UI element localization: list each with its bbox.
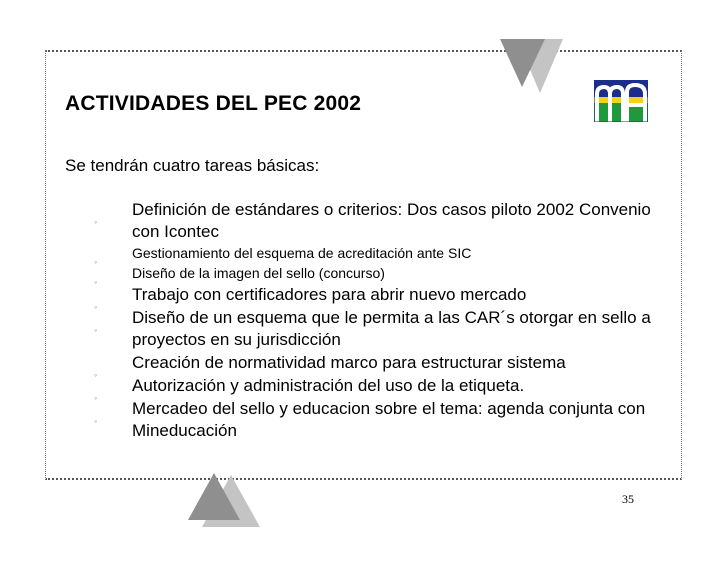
- bottom-triangles-decoration: [188, 473, 264, 529]
- bullet-icon: ◦: [94, 257, 98, 267]
- slide-title: ACTIVIDADES DEL PEC 2002: [65, 92, 362, 115]
- list-item: [94, 398, 674, 442]
- list-item-text: Definición de estándares o criterios: Dos casos piloto 2002 Convenio con Icontec: [132, 200, 651, 241]
- list-item-text: Trabajo con certificadores para abrir nuevo mercado: [132, 285, 527, 304]
- ma-logo: [594, 80, 648, 122]
- bullet-icon: ◦: [94, 217, 98, 227]
- list-item-text: Mercadeo del sello y educacion sobre el tema: agenda conjunta con Mineducación: [132, 399, 646, 440]
- list-item-text: Creación de normatividad marco para estructurar sistema: [132, 353, 566, 372]
- task-list: [94, 199, 674, 443]
- bullet-icon: ◦: [94, 325, 98, 335]
- list-item: [94, 375, 674, 403]
- list-item-text: Diseño de la imagen del sello (concurso): [132, 265, 385, 281]
- top-triangles-decoration: [495, 37, 565, 95]
- list-item: [94, 244, 674, 267]
- list-item-text: Autorización y administración del uso de la etiqueta.: [132, 376, 525, 395]
- page-number: 35: [622, 492, 634, 506]
- bullet-icon: ◦: [94, 393, 98, 403]
- list-item: [94, 352, 674, 380]
- slide-subtitle: Se tendrán cuatro tareas básicas:: [65, 156, 320, 175]
- bullet-icon: ◦: [94, 370, 98, 380]
- list-item: [94, 264, 674, 287]
- list-item-text: Gestionamiento del esquema de acreditación ante SIC: [132, 245, 472, 261]
- bullet-icon: ◦: [94, 416, 98, 426]
- bullet-icon: ◦: [94, 302, 98, 312]
- list-item: [94, 307, 674, 351]
- list-item: [94, 284, 674, 312]
- bullet-icon: ◦: [94, 277, 98, 287]
- list-item: [94, 199, 674, 243]
- list-item-text: Diseño de un esquema que le permita a las CAR´s otorgar en sello a proyectos en su jurisdicción: [132, 308, 651, 349]
